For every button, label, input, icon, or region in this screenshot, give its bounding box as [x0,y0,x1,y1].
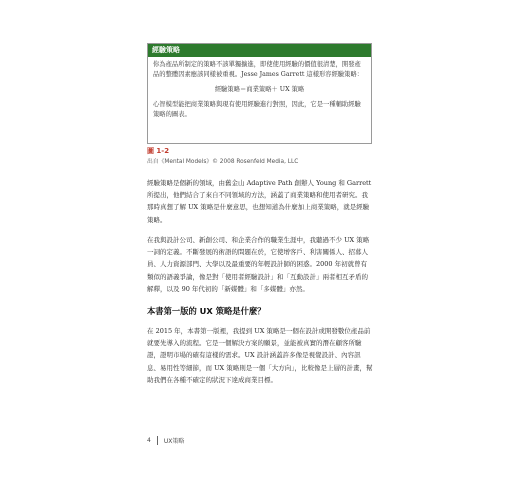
paragraph-2: 在我與設計公司、新創公司、和企業合作的職業生涯中，我聽過不少 UX 策略一詞的定義。不斷發展的術語的問題在於，它使增客戶、利害關係人、招募人員、人力資源部門、大學以及最重要的年輕設計師的困惑。2000 年初就曾有類似的語義爭論，像是對「使用者經驗設計」和「互動設計」兩者相互矛盾的解釋，以及 90 年代初的「新媒體」和「多媒體」亦然。 [147,236,370,293]
paragraph-1: 經驗策略是個新的領域，由舊金山 Adaptive Path 創辦人 Young 和 Garrett 所提出，他們結合了來自不同領域的方法，涵蓋了商業策略和使用者研究。我那時真想了解 UX 策略是什麼意思，也想知道為什麼加上商業策略，就是經驗策略。 [147,179,372,224]
chapter-title: UX策略 [163,438,185,445]
figure-caption: 出自《Mental Models》© 2008 Rosenfeld Media, LLC [147,159,299,165]
section-paragraph: 在 2015 年，本書第一版裡，我提到 UX 策略是一個在設計或開發數位產品前就要先導入的流程。它是一個解決方案的願景，並能被真實的潛在顧客所驗證，證明市場的確有這樣的需求。UX 設計涵蓋許多像是視覺設計、內容訊息、易用性等細節，而 UX 策略則是一個「大方向」，比較像是上層的計畫，幫助我們在各種不確定的狀況下達成商業目標。 [147,327,373,384]
figure-body [148,57,371,120]
figure-header: 經驗策略 [148,44,371,57]
section-heading: 本書第一版的 UX 策略是什麼？ [147,306,266,316]
page-number: 4 [147,437,151,444]
figure-formula: 經驗策略＝商業策略＋ UX 策略 [214,86,305,93]
figure-intro-text: 你為產品所制定的策略不該單獨擴進，即使使用經驗的價值很清楚，開發產品的整體因素應該同樣被重視。Jesse James Garrett 這樣形容經驗策略： [153,61,364,78]
footer-divider [157,436,158,445]
figure-box [147,43,372,144]
page-footer [147,436,184,445]
figure-closing-text: 心智模型能把商業策略與現有使用經驗進行對照，因此，它是一種輔助經驗策略的圖表。 [153,101,361,118]
figure-label: 圖 1-2 [147,147,170,155]
